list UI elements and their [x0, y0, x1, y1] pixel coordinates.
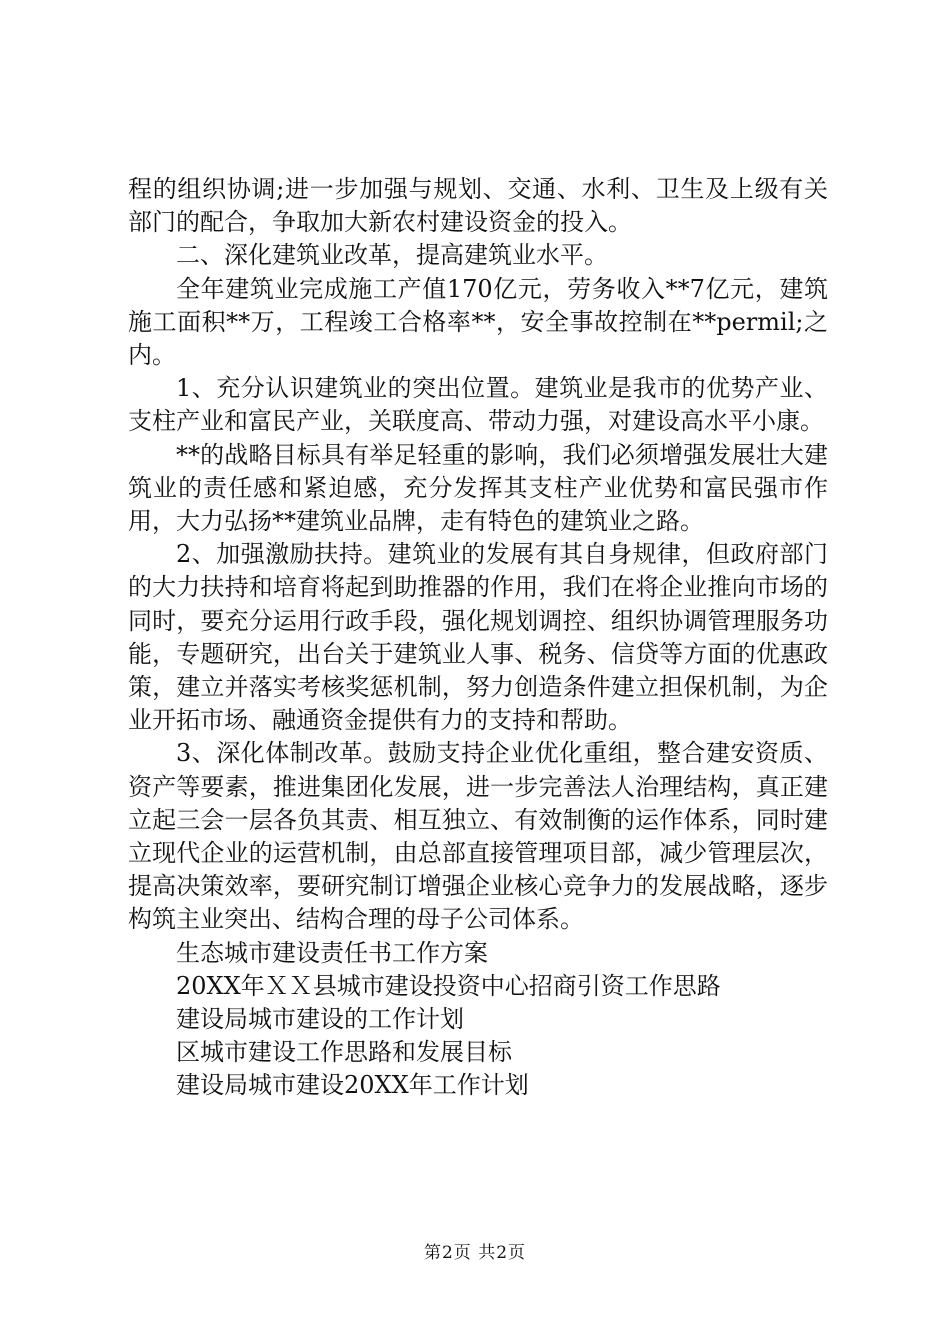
related-title-item: 20XX年ＸＸ县城市建设投资中心招商引资工作思路: [176, 971, 721, 1000]
paragraph-point-2: 2、加强激励扶持。建筑业的发展有其自身规律，但政府部门的大力扶持和培育将起到助推器的作用，我们在将企业推向市场的同时，要充分运用行政手段，强化规划调控、组织协调管理服务功能，专题研究，出台关于建筑业人事、税务、信贷等方面的优惠政策，建立并落实考核奖惩机制，努力创造条件建立担保机制，为企业开拓市场、融通资金提供有力的支持和帮助。: [128, 540, 828, 735]
paragraph-continuation: 程的组织协调;进一步加强与规划、交通、水利、卫生及上级有关部门的配合，争取加大新农村建设资金的投入。: [128, 175, 828, 237]
paragraph-point-1: 1、充分认识建筑业的突出位置。建筑业是我市的优势产业、支柱产业和富民产业，关联度高、带动力强，对建设高水平小康。: [128, 374, 828, 436]
paragraph-point-3: 3、深化体制改革。鼓励支持企业优化重组，整合建安资质、资产等要素，推进集团化发展，进一步完善法人治理结构，真正建立起三会一层各负其责、相互独立、有效制衡的运作体系，同时建立现代企业的运营机制，由总部直接管理项目部，减少管理层次，提高决策效率，要研究制订增强企业核心竞争力的发展战略，逐步构筑主业突出、结构合理的母子公司体系。: [128, 739, 828, 934]
section-heading: 二、深化建筑业改革，提高建筑业水平。: [176, 241, 608, 270]
page-number-footer: 第2页 共2页: [423, 1243, 527, 1263]
paragraph-statistics: 全年建筑业完成施工产值170亿元，劳务收入**7亿元，建筑施工面积**万，工程竣工合格率**，安全事故控制在**permil;之内。: [128, 274, 828, 370]
paragraph-strategy: **的战略目标具有举足轻重的影响，我们必须增强发展壮大建筑业的责任感和紧迫感，充分发挥其支柱产业优势和富民强市作用，大力弘扬**建筑业品牌，走有特色的建筑业之路。: [128, 440, 828, 536]
related-titles-list: [128, 937, 828, 1103]
related-title-item: 区城市建设工作思路和发展目标: [176, 1038, 512, 1067]
related-title-item: 建设局城市建设的工作计划: [176, 1005, 464, 1034]
related-title-item: 生态城市建设责任书工作方案: [176, 938, 488, 967]
related-title-item: 建设局城市建设20XX年工作计划: [176, 1071, 529, 1100]
document-body: [128, 173, 828, 1103]
